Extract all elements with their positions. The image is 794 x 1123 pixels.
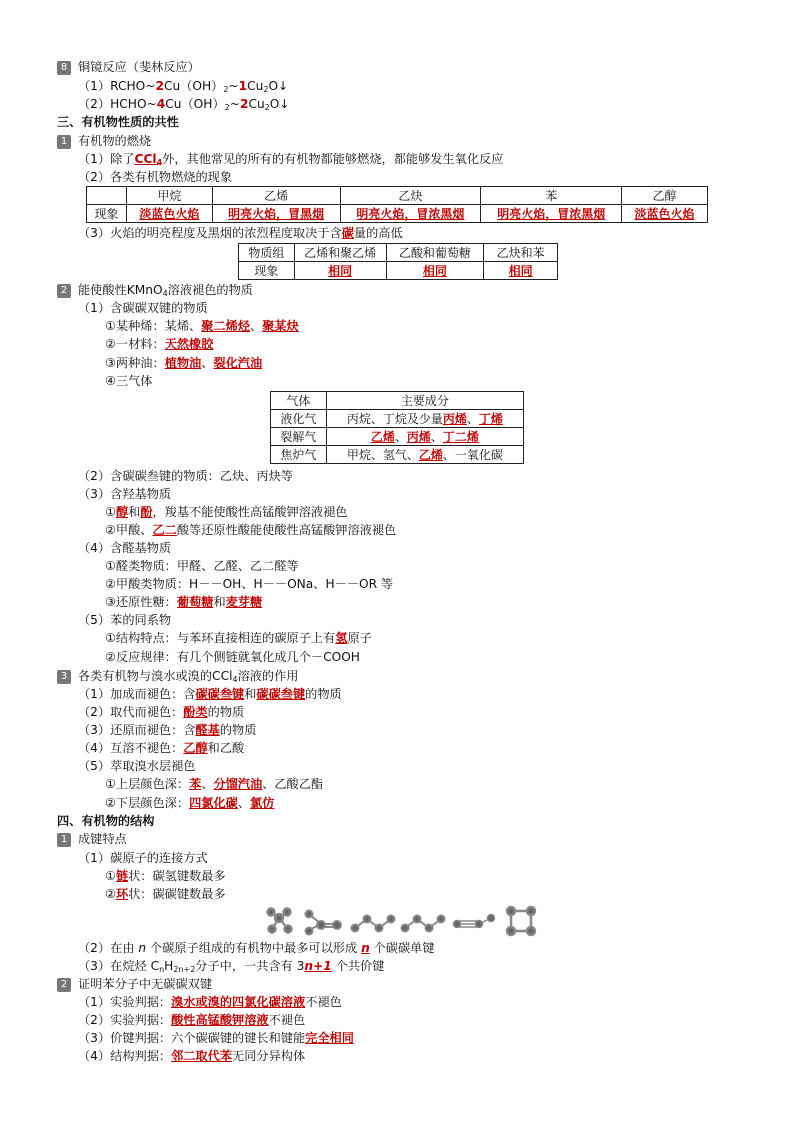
t: H	[164, 959, 174, 973]
t: ②甲酸、	[105, 523, 153, 537]
t: 的物质	[305, 687, 342, 701]
t: 和乙酸	[207, 741, 245, 755]
sub: 2	[224, 103, 230, 112]
table-cell: 乙炔和苯	[484, 244, 558, 262]
t: 、	[201, 356, 214, 370]
line	[78, 1011, 305, 1029]
heading-p1	[57, 132, 151, 150]
line	[105, 317, 299, 335]
t: CCl	[134, 152, 157, 166]
key: 酸性高锰酸钾溶液	[171, 1013, 269, 1027]
table-cell: 裂解气	[271, 428, 327, 446]
badge: 2	[57, 284, 71, 298]
key: 碳碳叁键	[195, 687, 245, 701]
heading-text: 成键特点	[78, 832, 127, 846]
heading-text: 铜镜反应（斐林反应）	[78, 60, 200, 74]
key: 乙烯	[370, 429, 395, 444]
table-cell	[326, 428, 523, 446]
t: 、	[430, 429, 443, 444]
coef: 1	[238, 79, 248, 93]
line: （5）萃取溴水层褪色	[78, 759, 196, 773]
table-cell	[340, 205, 481, 223]
key: 明亮火焰，冒浓黑烟	[497, 206, 606, 221]
t: ~	[229, 97, 240, 111]
t: 、	[237, 796, 250, 810]
key: n+1	[304, 959, 332, 973]
t: （3）还原而褪色：含	[78, 723, 196, 737]
line	[105, 867, 226, 885]
table-row	[239, 244, 558, 262]
table-cell	[87, 187, 127, 205]
key: 乙烯	[418, 447, 443, 462]
t: ①某种烯：某烯、	[105, 319, 202, 333]
badge-8: 8	[57, 61, 71, 75]
t: ①	[105, 505, 116, 519]
line	[105, 775, 323, 793]
badge: 1	[57, 833, 71, 847]
line	[78, 957, 384, 975]
heading-8	[57, 58, 200, 76]
line-p1-2: （2）各类有机物燃烧的现象	[78, 170, 233, 184]
key: 完全相同	[305, 1031, 354, 1045]
coef: 4	[156, 97, 166, 111]
heading-q1	[57, 830, 127, 848]
t: 的物质	[219, 723, 257, 737]
table-cell	[326, 410, 523, 428]
key: 环	[115, 887, 129, 901]
line: （5）苯的同系物	[78, 613, 172, 627]
t: 原子	[347, 631, 372, 645]
t: ③两种油：	[105, 356, 165, 370]
table-row	[271, 392, 524, 410]
key: 淡蓝色火焰	[634, 206, 695, 221]
model-double-bond	[306, 911, 342, 935]
t: Cu（OH）	[165, 97, 225, 111]
line	[105, 885, 226, 903]
t: 各类有机物与溴水或溴的CCl	[78, 669, 233, 683]
t: （1）加成而褪色：含	[78, 687, 196, 701]
heading-text: 有机物的燃烧	[78, 134, 152, 148]
gas-table	[270, 391, 524, 464]
line: （1）碳原子的连接方式	[78, 851, 208, 865]
key: 相同	[328, 263, 353, 278]
key: 丁烯	[478, 411, 503, 426]
t: （3）在烷烃 C	[78, 959, 160, 973]
t: 能使酸性KMnO	[78, 283, 163, 297]
key: 乙醇	[183, 741, 208, 755]
line: （1）含碳碳双键的物质	[78, 301, 208, 315]
sub: 2	[223, 85, 229, 94]
t: 外，其他常见的所有的有机物都能够燃烧，都能够发生氧化反应	[162, 152, 504, 166]
model-triple-bond	[454, 915, 495, 928]
table-cell: 焦炉气	[271, 446, 327, 464]
t: 酸等还原性酸能使酸性高锰酸钾溶液褪色	[176, 523, 397, 537]
table-cell	[294, 262, 386, 280]
heading-p3	[57, 667, 299, 685]
key: 聚二烯烃	[201, 319, 250, 333]
key: 天然橡胶	[164, 337, 214, 351]
heading-text: 证明苯分子中无碳碳双键	[78, 977, 213, 991]
table-cell: 气体	[271, 392, 327, 410]
t: 和	[128, 505, 141, 519]
t: 溶液褪色的物质	[167, 283, 253, 297]
t: 的物质	[207, 705, 245, 719]
line	[78, 685, 342, 703]
line	[78, 739, 244, 757]
line	[78, 1047, 305, 1065]
key: 丙烯	[406, 429, 431, 444]
line: ②反应规律：有几个侧链就氧化成几个－COOH	[105, 650, 360, 664]
t: 个碳碳单键	[369, 941, 435, 955]
model-chain-2	[402, 916, 445, 932]
key: 明亮火焰，冒浓黑烟	[356, 206, 465, 221]
table-cell	[212, 205, 340, 223]
badge: 1	[57, 135, 71, 149]
key: 裂化汽油	[213, 356, 263, 370]
key	[135, 152, 163, 166]
section-4-title: 四、有机物的结构	[57, 814, 155, 828]
t: 不褪色	[305, 995, 342, 1009]
table-row	[271, 410, 524, 428]
t: （2）HCHO~	[78, 97, 157, 111]
line	[78, 1029, 354, 1047]
key: 聚某炔	[262, 319, 299, 333]
t: ①上层颜色深：	[105, 777, 190, 791]
key: 葡萄糖	[176, 595, 214, 609]
table-cell: 现象	[239, 262, 295, 280]
t: 无同分异构体	[232, 1049, 306, 1063]
key: 氯仿	[250, 796, 275, 810]
key: 分馏汽油	[213, 777, 263, 791]
model-ring	[507, 907, 535, 935]
t: Cu	[248, 97, 265, 111]
t: 、	[201, 777, 214, 791]
model-chain-1	[352, 916, 395, 932]
t: ②下层颜色深：	[105, 796, 190, 810]
t: 丙烷、丁烷及少量	[346, 411, 443, 426]
t: ①结构特点：与苯环直接相连的碳原子上有	[105, 631, 336, 645]
t: 和	[213, 595, 226, 609]
table-cell: 现象	[87, 205, 127, 223]
coef: 2	[239, 97, 249, 111]
key: 丁二烯	[442, 429, 479, 444]
key: 四氯化碳	[189, 796, 238, 810]
key: n	[361, 941, 370, 955]
t: （4）互溶不褪色：	[78, 741, 184, 755]
sub: 2	[263, 85, 269, 94]
line-p1-1	[78, 150, 503, 168]
key: 氢	[335, 631, 348, 645]
heading-p2	[57, 281, 253, 299]
key: 碳	[341, 226, 354, 240]
t: ，羧基不能使酸性高锰酸钾溶液褪色	[152, 505, 348, 519]
key: 醇	[115, 505, 129, 519]
line	[105, 794, 274, 812]
model-branched	[268, 909, 292, 933]
t: O↓	[268, 79, 289, 93]
key: 淡蓝色火焰	[139, 206, 200, 221]
t: （4）结构判据：	[78, 1049, 172, 1063]
sub: 4	[156, 158, 163, 167]
t: 状：碳氢键数最多	[128, 869, 226, 883]
t: 分子中，一共含有 3	[195, 959, 305, 973]
var: n	[138, 941, 147, 955]
carbon-chain-models	[263, 904, 545, 938]
coef: 2	[155, 79, 164, 93]
table-cell: 乙烯和聚乙烯	[294, 244, 386, 262]
t: O↓	[269, 97, 290, 111]
table-cell	[386, 262, 484, 280]
t: Cu（OH）	[163, 79, 224, 93]
t: （2）在由	[78, 941, 139, 955]
line	[105, 335, 213, 353]
sub: 4	[232, 675, 238, 684]
table-row	[87, 187, 708, 205]
key: 邻二取代苯	[171, 1049, 233, 1063]
table-cell	[622, 205, 708, 223]
section-3-title: 三、有机物性质的共性	[57, 115, 179, 129]
t: 和	[244, 687, 257, 701]
key: 苯	[189, 777, 202, 791]
t: 、	[466, 411, 479, 426]
t: 、一氧化碳	[442, 447, 503, 462]
table-cell	[484, 262, 558, 280]
t: ~	[228, 79, 239, 93]
sub: 2n+2	[173, 965, 196, 974]
key: 相同	[508, 263, 533, 278]
t: ②一材料：	[105, 337, 165, 351]
line: ④三气体	[105, 374, 153, 388]
t: （1）实验判据：	[78, 995, 172, 1009]
line-p1-3	[78, 224, 403, 242]
t: （2）实验判据：	[78, 1013, 172, 1027]
line	[105, 629, 372, 647]
line	[105, 503, 348, 521]
t: 、	[394, 429, 407, 444]
table-cell: 物质组	[239, 244, 295, 262]
key: 链	[115, 869, 129, 883]
key: 碳碳叁键	[256, 687, 306, 701]
line	[78, 721, 256, 739]
t: Cu	[247, 79, 264, 93]
t: （1）除了	[78, 152, 135, 166]
table-cell: 液化气	[271, 410, 327, 428]
line: ①醛类物质：甲醛、乙醛、乙二醛等	[105, 559, 299, 573]
heading-q2	[57, 975, 212, 993]
t: （1）RCHO~	[78, 79, 156, 93]
key: 明亮火焰，冒黑烟	[228, 206, 325, 221]
key: 丙烯	[442, 411, 467, 426]
t: （3）火焰的明亮程度及黑烟的浓烈程度取决于含	[78, 226, 342, 240]
table-cell: 苯	[481, 187, 622, 205]
t: 量的高低	[353, 226, 403, 240]
key: 植物油	[164, 356, 202, 370]
table-row	[239, 262, 558, 280]
t: （2）取代而褪色：	[78, 705, 184, 719]
key: 溴水或溴的四氯化碳溶液	[171, 995, 306, 1009]
table-cell	[126, 205, 212, 223]
flame-table	[238, 243, 558, 280]
t: 个共价键	[331, 959, 385, 973]
combustion-table	[86, 186, 708, 223]
line: （4）含醛基物质	[78, 541, 172, 555]
t: 状：碳碳键数最多	[128, 887, 226, 901]
line	[105, 521, 396, 539]
table-row	[87, 205, 708, 223]
key: 酚	[140, 505, 153, 519]
line: （3）含羟基物质	[78, 487, 172, 501]
t: 、乙酸乙酯	[262, 777, 324, 791]
line	[105, 354, 262, 372]
t: 、	[250, 319, 263, 333]
t: ①	[105, 869, 116, 883]
table-row	[271, 446, 524, 464]
t: ②	[105, 887, 116, 901]
table-cell	[481, 205, 622, 223]
t: 甲烷、氢气、	[346, 447, 419, 462]
key: 相同	[422, 263, 447, 278]
line	[105, 593, 262, 611]
t: 溶液的作用	[237, 669, 299, 683]
line-8-2	[78, 95, 290, 113]
line	[78, 939, 435, 957]
sub: 4	[162, 289, 168, 298]
t: 个碳原子组成的有机物中最多可以形成	[146, 941, 362, 955]
table-cell: 甲烷	[126, 187, 212, 205]
sub: 2	[264, 103, 270, 112]
table-cell: 主要成分	[326, 392, 523, 410]
t: 不褪色	[268, 1013, 306, 1027]
table-row	[271, 428, 524, 446]
line	[78, 993, 342, 1011]
key: 醛基	[195, 723, 220, 737]
badge: 2	[57, 978, 71, 992]
line-8-1	[78, 77, 288, 95]
badge: 3	[57, 670, 71, 684]
line: （2）含碳碳叁键的物质：乙炔、丙炔等	[78, 469, 293, 483]
sub: n	[159, 965, 165, 974]
line: ②甲酸类物质：H－－OH、H－－ONa、H－－OR 等	[105, 577, 394, 591]
t: （3）价键判据：六个碳碳键的键长和键能	[78, 1031, 306, 1045]
table-cell: 乙炔	[340, 187, 481, 205]
table-cell	[326, 446, 523, 464]
t: ③还原性糖：	[105, 595, 177, 609]
key: 乙二	[152, 523, 177, 537]
key: 酚类	[183, 705, 208, 719]
line	[78, 703, 244, 721]
table-cell: 乙烯	[212, 187, 340, 205]
table-cell: 乙醇	[622, 187, 708, 205]
table-cell: 乙酸和葡萄糖	[386, 244, 484, 262]
key: 麦芽糖	[225, 595, 263, 609]
